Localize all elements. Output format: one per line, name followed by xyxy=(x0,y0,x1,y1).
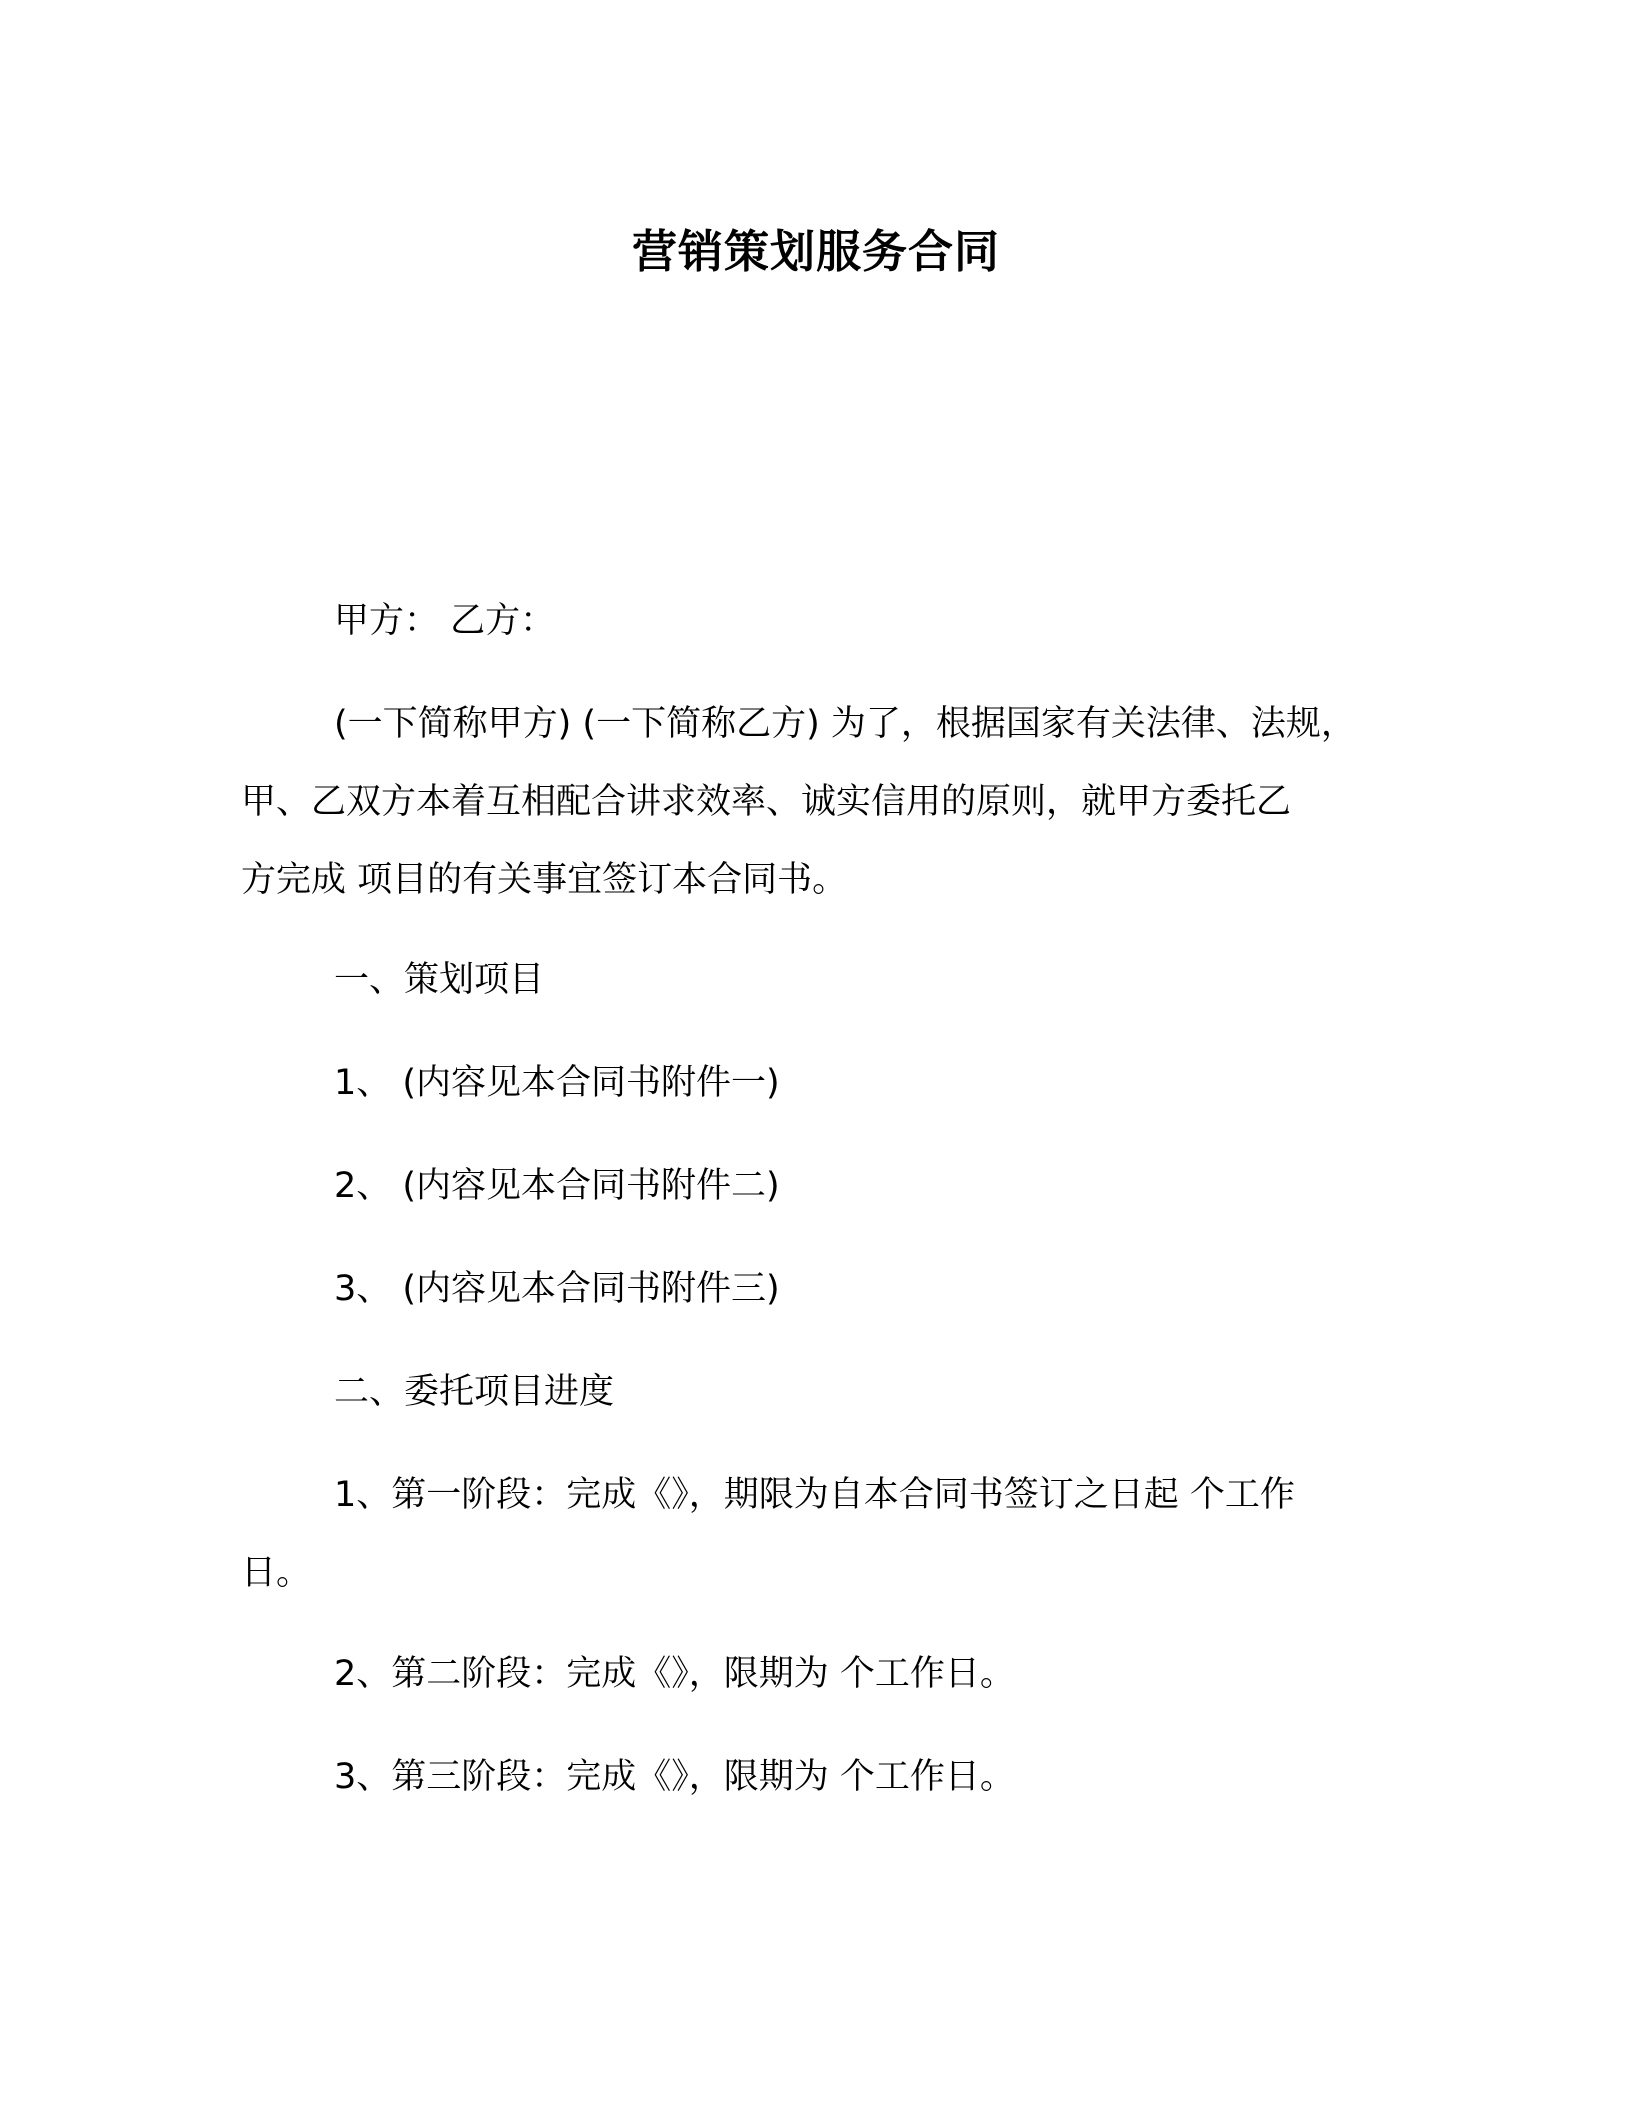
preamble-line-1: (一下简称甲方) (一下简称乙方) 为了，根据国家有关法律、法规， xyxy=(334,704,1356,744)
list-item: 2、 (内容见本合同书附件二) xyxy=(334,1166,780,1206)
stage-2-paragraph xyxy=(241,1635,1401,1713)
preamble-paragraph xyxy=(241,685,1401,919)
section-1-item-2 xyxy=(241,1147,1401,1225)
list-item: 3、 (内容见本合同书附件三) xyxy=(334,1269,780,1309)
section-heading: 一、策划项目 xyxy=(334,960,545,1000)
preamble-line-3: 方完成 项目的有关事宜签订本合同书。 xyxy=(241,860,848,900)
preamble-line-2: 甲、乙双方本着互相配合讲求效率、诚实信用的原则，就甲方委托乙 xyxy=(241,782,1292,822)
section-heading: 二、委托项目进度 xyxy=(334,1372,615,1412)
section-2-heading xyxy=(241,1353,1401,1431)
document-title: 营销策划服务合同 xyxy=(631,225,1000,278)
section-1-item-3 xyxy=(241,1250,1401,1328)
stage-1-line-1: 1、第一阶段：完成《》，期限为自本合同书签订之日起 个工作 xyxy=(334,1475,1295,1515)
parties-line xyxy=(241,582,1401,660)
stage-1-paragraph xyxy=(241,1456,1401,1612)
stage-3-paragraph xyxy=(241,1738,1401,1816)
stage-1-line-2: 日。 xyxy=(241,1553,312,1593)
stage-2-text: 2、第二阶段：完成《》，限期为 个工作日。 xyxy=(334,1654,1015,1694)
section-1-item-1 xyxy=(241,1044,1401,1122)
section-1-heading xyxy=(241,941,1401,1019)
list-item: 1、 (内容见本合同书附件一) xyxy=(334,1063,780,1103)
stage-3-text: 3、第三阶段：完成《》，限期为 个工作日。 xyxy=(334,1757,1015,1797)
parties-text: 甲方： 乙方： xyxy=(334,601,556,641)
